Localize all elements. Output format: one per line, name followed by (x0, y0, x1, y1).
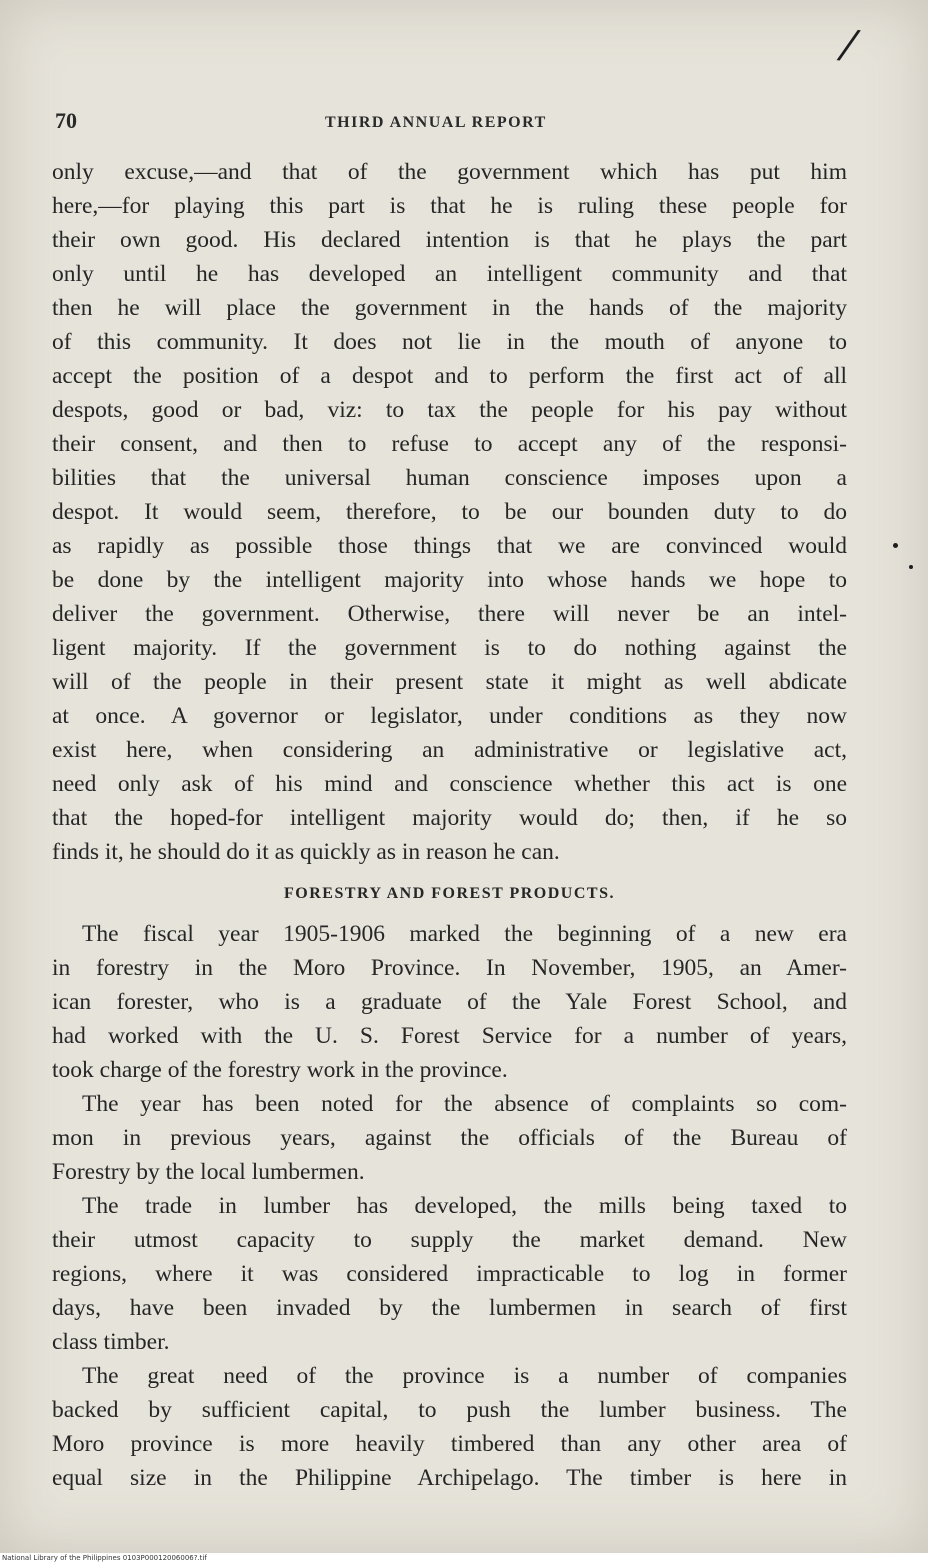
section-heading: FORESTRY AND FOREST PRODUCTS. (284, 885, 615, 902)
text-line: be done by the intelligent majority into whose hands we hope to (52, 567, 847, 593)
ink-speck (893, 543, 898, 548)
text-line: Moro province is more heavily timbered than any other area of (52, 1431, 847, 1457)
page-header (55, 108, 845, 138)
text-line: will of the people in their present state it might as well abdicate (52, 669, 847, 695)
text-line: exist here, when considering an administrative or legislative act, (52, 737, 847, 763)
text-line: Forestry by the local lumbermen. (52, 1159, 365, 1185)
text-line: mon in previous years, against the officials of the Bureau of (52, 1125, 847, 1151)
paragraph (52, 1359, 847, 1495)
text-line: The trade in lumber has developed, the mills being taxed to (82, 1193, 847, 1219)
page-number: 70 (55, 108, 77, 133)
text-line: only excuse,—and that of the government which has put him (52, 159, 847, 185)
text-line: The great need of the province is a number of companies (82, 1363, 847, 1389)
text-line: as rapidly as possible those things that we are convinced would (52, 533, 847, 559)
text-line: their utmost capacity to supply the market demand. New (52, 1227, 847, 1253)
text-line: their own good. His declared intention is that he plays the part (52, 227, 847, 253)
text-line: that the hoped-for intelligent majority would do; then, if he so (52, 805, 847, 831)
text-line: bilities that the universal human conscience imposes upon a (52, 465, 847, 491)
text-line: The fiscal year 1905-1906 marked the beginning of a new era (82, 921, 847, 947)
text-line: of this community. It does not lie in the mouth of anyone to (52, 329, 847, 355)
body-text (52, 155, 847, 1495)
running-head: THIRD ANNUAL REPORT (325, 114, 547, 131)
text-line: deliver the government. Otherwise, there will never be an intel- (52, 601, 847, 627)
text-line: regions, where it was considered impracticable to log in former (52, 1261, 847, 1287)
text-line: here,—for playing this part is that he is ruling these people for (52, 193, 847, 219)
text-line: equal size in the Philippine Archipelago. The timber is here in (52, 1465, 847, 1491)
margin-mark: / (838, 21, 859, 69)
text-line: in forestry in the Moro Province. In November, 1905, an Amer- (52, 955, 847, 981)
text-line: backed by sufficient capital, to push the lumber business. The (52, 1397, 847, 1423)
text-line: finds it, he should do it as quickly as in reason he can. (52, 839, 560, 865)
text-line: despot. It would seem, therefore, to be our bounden duty to do (52, 499, 847, 525)
paragraph-continued (52, 155, 847, 869)
scan-credit: National Library of the Philippines 0103P00012006006?.tif (2, 1554, 207, 1562)
text-line: days, have been invaded by the lumbermen in search of first (52, 1295, 847, 1321)
text-line: then he will place the government in the hands of the majority (52, 295, 847, 321)
text-line: their consent, and then to refuse to accept any of the responsi- (52, 431, 847, 457)
ink-speck (909, 565, 913, 569)
text-line: need only ask of his mind and conscience whether this act is one (52, 771, 847, 797)
text-line: ligent majority. If the government is to do nothing against the (52, 635, 847, 661)
text-line: class timber. (52, 1329, 170, 1355)
paragraph (52, 1087, 847, 1189)
text-line: only until he has developed an intelligent community and that (52, 261, 847, 287)
text-line: took charge of the forestry work in the province. (52, 1057, 508, 1083)
text-line: ican forester, who is a graduate of the Yale Forest School, and (52, 989, 847, 1015)
paragraph (52, 1189, 847, 1359)
text-line: The year has been noted for the absence of complaints so com- (82, 1091, 847, 1117)
text-line: despots, good or bad, viz: to tax the people for his pay without (52, 397, 847, 423)
paragraph (52, 917, 847, 1087)
text-line: had worked with the U. S. Forest Service for a number of years, (52, 1023, 847, 1049)
text-line: accept the position of a despot and to perform the first act of all (52, 363, 847, 389)
text-line: at once. A governor or legislator, under conditions as they now (52, 703, 847, 729)
